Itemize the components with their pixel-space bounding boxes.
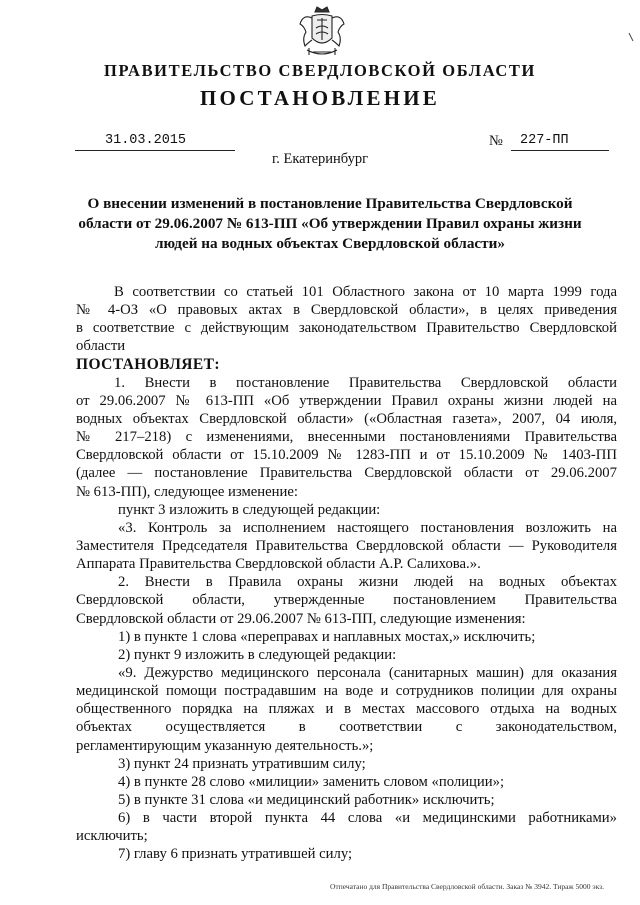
paragraph-line: объектах осуществляется в соответствии с законодательством, xyxy=(76,719,617,736)
paragraph-line: 4) в пункте 28 слово «милиции» заменить словом «полиции»; xyxy=(118,773,505,790)
paragraph-line: Свердловской области, утвержденные постановлением Правительства xyxy=(76,592,617,609)
paragraph-line: (далее — постановление Правительства Свердловской области от 29.06.2007 xyxy=(76,465,617,482)
paragraph-line: 7) главу 6 признать утратившей силу; xyxy=(118,846,353,863)
resolution-word: ПОСТАНОВЛЯЕТ: xyxy=(76,355,220,373)
paragraph-line: 2. Внести в Правила охраны жизни людей на водных объектах xyxy=(118,574,617,591)
paragraph-line: 2) пункт 9 изложить в следующей редакции: xyxy=(118,646,397,663)
paragraph-line: 3) пункт 24 признать утратившим силу; xyxy=(118,755,366,772)
paragraph-line: в соответствие с действующим законодательством Правительство Свердловской xyxy=(76,320,617,337)
paragraph-line: 1) в пункте 1 слова «переправах и наплавных мостах,» исключить; xyxy=(118,628,536,645)
paragraph-line: регламентирующим указанную деятельность.»; xyxy=(76,737,374,754)
paragraph-line: от 29.06.2007 № 613-ПП «Об утверждении Правил охраны жизни людей на xyxy=(76,392,617,409)
number-underline xyxy=(511,133,609,151)
date-field xyxy=(75,133,235,151)
document-date: 31.03.2015 xyxy=(105,133,187,148)
paragraph-line: пункт 3 изложить в следующей редакции: xyxy=(118,501,381,518)
paragraph-line: 1. Внести в постановление Правительства Свердловской области xyxy=(114,374,617,391)
paragraph-line: 5) в пункте 31 слова «и медицинский работник» исключить; xyxy=(118,791,495,808)
heading-line: области от 29.06.2007 № 613-ПП «Об утверждении Правил охраны жизни xyxy=(78,215,582,232)
paragraph-line: «3. Контроль за исполнением настоящего постановления возложить на xyxy=(118,519,617,536)
document-number: 227-ПП xyxy=(520,133,569,148)
paragraph-line: исключить; xyxy=(76,828,148,845)
number-sign: № xyxy=(489,133,503,149)
paragraph-line: медицинской помощи пострадавшим на воде и сотрудников полиции для охраны xyxy=(76,683,617,700)
heading-line: О внесении изменений в постановление Правительства Свердловской xyxy=(87,195,573,212)
paragraph-line: № 217–218) с изменениями, внесенными постановлениями Правительства xyxy=(76,429,617,446)
scan-mark xyxy=(628,32,634,42)
coat-of-arms-icon xyxy=(297,4,347,60)
document-heading xyxy=(60,194,600,254)
document-type: ПОСТАНОВЛЕНИЕ xyxy=(199,86,441,110)
number-field xyxy=(489,133,609,150)
paragraph-line: Свердловской области от 15.10.2009 № 1283-ПП и от 15.10.2009 № 1403-ПП xyxy=(76,447,617,464)
paragraph-line: «9. Дежурство медицинского персонала (санитарных машин) для оказания xyxy=(118,664,617,681)
paragraph-line: водных объектах Свердловской области» («Областная газета», 2007, 04 июля, xyxy=(76,410,617,427)
document-body xyxy=(76,283,617,864)
paragraph-line: В соответствии со статьей 101 Областного закона от 10 марта 1999 года xyxy=(114,284,617,300)
print-footer: Отпечатано для Правительства Свердловской области. Заказ № 3942. Тираж 5000 экз. xyxy=(330,882,604,891)
paragraph-line: общественного порядка на пляжах и в местах массового отдыха на водных xyxy=(76,701,617,718)
paragraph-line: № 613-ПП), следующее изменение: xyxy=(76,483,299,500)
government-title: ПРАВИТЕЛЬСТВО СВЕРДЛОВСКОЙ ОБЛАСТИ xyxy=(104,61,536,80)
paragraph-line: области xyxy=(76,338,126,355)
paragraph-line: Заместителя Председателя Правительства Свердловской области — Руководителя xyxy=(76,537,617,554)
paragraph-line: 6) в части второй пункта 44 слова «и медицинскими работниками» xyxy=(118,810,617,827)
paragraph-line: Свердловской области от 29.06.2007 № 613-ПП, следующие изменения: xyxy=(76,610,526,627)
paragraph-line: Аппарата Правительства Свердловской области А.Р. Салихова.». xyxy=(76,556,481,573)
paragraph-line: № 4-ОЗ «О правовых актах в Свердловской области», в целях приведения xyxy=(76,302,617,319)
city-line: г. Екатеринбург xyxy=(271,151,369,167)
heading-line: людей на водных объектах Свердловской области» xyxy=(155,235,505,252)
